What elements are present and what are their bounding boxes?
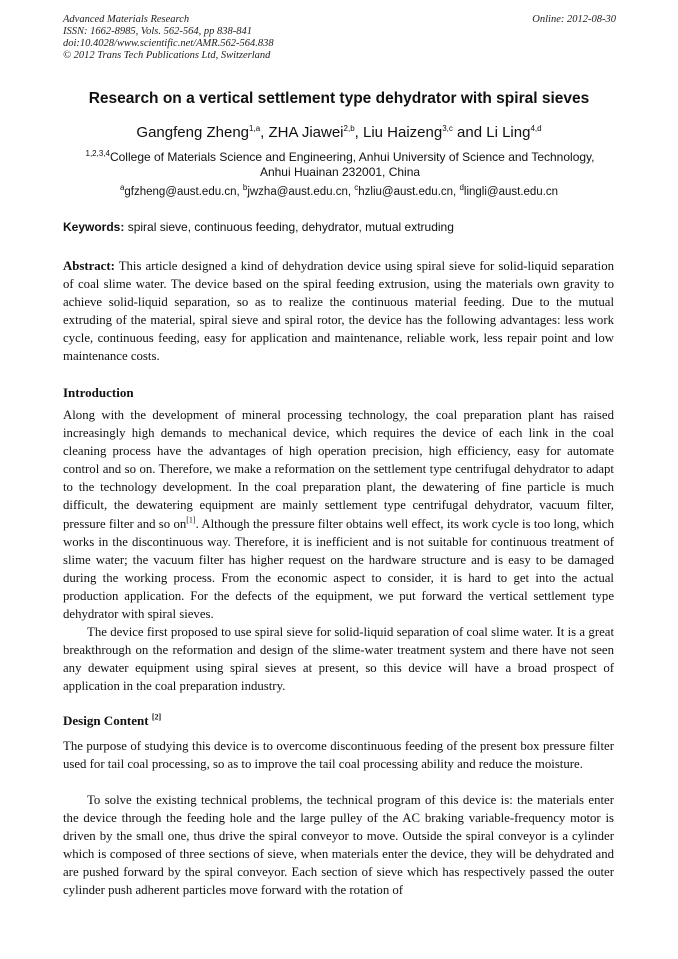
author-name: Li Ling — [486, 124, 531, 141]
email-link[interactable]: hzliu@aust.edu.cn — [358, 186, 454, 198]
author-sup: 1,a — [249, 124, 261, 133]
keywords-text: spiral sieve, continuous feeding, dehydrator, mutual extruding — [124, 220, 454, 234]
author-list — [20, 124, 658, 141]
abstract-label: Abstract: — [63, 259, 115, 273]
keywords — [63, 220, 623, 234]
abstract — [63, 257, 614, 366]
journal-header — [63, 14, 274, 62]
author-name: Liu Haizeng — [362, 124, 443, 141]
paper-title: Research on a vertical settlement type dehydrator with spiral sieves — [88, 90, 590, 107]
author-and: and — [452, 124, 487, 141]
copyright-line: © 2012 Trans Tech Publications Ltd, Switzerland — [63, 50, 271, 61]
email-sup: b — [242, 183, 248, 193]
introduction-heading: Introduction — [63, 385, 134, 400]
affiliation-line1: College of Materials Science and Engineering, Anhui University of Science and Technology, — [109, 150, 595, 164]
affiliation-line2: Anhui Huainan 232001, China — [259, 165, 421, 179]
abstract-text: This article designed a kind of dehydration device using spiral sieve for solid-liquid separation of coal slime water. The device based on the spiral feeding extrusion, using the materials own gravity to achieve solid-liquid separation, so as to realize the continuous material feeding. Due to the mutual extruding of the material, spiral sieve and spiral rotor, the device has the following advantages: less work cycle, continuous feeding, easy for application and maintenance, reliable work, less repair point and low maintenance costs. — [63, 259, 614, 364]
citation-ref[interactable]: [2] — [151, 712, 162, 722]
email-link[interactable]: gfzheng@aust.edu.cn — [124, 186, 237, 198]
design-heading — [63, 713, 161, 729]
affiliation — [60, 150, 620, 180]
author-sup: 4,d — [530, 124, 542, 133]
citation-ref[interactable]: [1] — [186, 515, 196, 525]
design-paragraph-2: To solve the existing technical problems, the technical program of this device is: the materials enter the device through the feeding hole and the large pulley of the AC braking variable-frequency motor is driven by the small one, thus drive the spiral conveyor to move. Outside the spiral conveyor is a cylinder which is composed of three sections of sieve, when materials enter the device, they will be dehydrated and are pushed forward by the spiral conveyor. Each section of sieve which has respectively passed the outer cylinder push adherent particles move forward with the rotation of — [63, 793, 614, 898]
introduction-paragraph-2: The device first proposed to use spiral sieve for solid-liquid separation of coal slime water. It is a great breakthrough on the reformation and design of the slime-water treatment system and there have not seen any dewater equipment using spiral sieves at present, so this device will have a broad prospect of application in the coal preparation industry. — [63, 625, 614, 694]
email-sup: d — [459, 183, 464, 193]
issn-line: ISSN: 1662-8985, Vols. 562-564, pp 838-841 — [63, 26, 252, 37]
email-link[interactable]: jwzha@aust.edu.cn — [247, 186, 348, 198]
intro-text-b: . Although the pressure filter obtains well effect, its work cycle is too long, which works in the discontinuous way. Therefore, it is inefficient and is not suitable for continuous treatment of slime water; the vacuum filter has higher request on the hardware structure and is easy to be damaged during the working process. From the economic aspect to consider, it is hard to get into the actual production application. For the defects of the equipment, we put forward the vertical settlement type dehydrator with spiral sieves. — [63, 516, 614, 622]
author-name: ZHA Jiawei — [268, 124, 344, 141]
email-list: $^a$gfzheng@aust.edu.cn, $^b$jwzha@aust.edu.cn, $^c$hzliu@aust.edu.cn, $^d$lingli@aust.edu.cn — [119, 183, 559, 198]
design-heading-text: Design Content — [63, 713, 149, 728]
author-sup: 2,b — [343, 124, 355, 133]
email-sup: a — [119, 183, 125, 193]
design-paragraph-1: The purpose of studying this device is to overcome discontinuous feeding of the present box pressure filter used for tail coal processing, so as to improve the tail coal processing ability and reduce the moisture. — [63, 739, 614, 772]
doi-line: doi:10.4028/www.scientific.net/AMR.562-564.838 — [63, 38, 274, 49]
affiliation-sup: 1,2,3,4 — [85, 149, 110, 158]
intro-text-a: Along with the development of mineral processing technology, the coal preparation plant has raised increasingly high demands to mechanical device, which requires the device of each link in the coal cleaning process have the advantages of high operation precision, high efficiency, easy for automate control and so on. Therefore, we make a reformation on the settlement type centrifugal dehydrator to adapt to the technology development. In the coal preparation plant, the dewatering of fine particle is much difficult, the dewatering equipment are mainly settlement type centrifugal dehydrator, vacuum filter, pressure filter and so on — [63, 408, 614, 531]
journal-name: Advanced Materials Research — [63, 14, 190, 25]
email-sup: c — [354, 183, 359, 193]
author-separator: , — [354, 124, 363, 141]
author-separator: , — [260, 124, 269, 141]
email-link[interactable]: lingli@aust.edu.cn — [463, 186, 559, 198]
introduction-paragraph-1 — [63, 406, 614, 623]
author-sup: 3,c — [442, 124, 453, 133]
keywords-label: Keywords: — [63, 220, 125, 234]
online-date: Online: 2012-08-30 — [532, 14, 616, 25]
author-name: Gangfeng Zheng — [136, 124, 250, 141]
